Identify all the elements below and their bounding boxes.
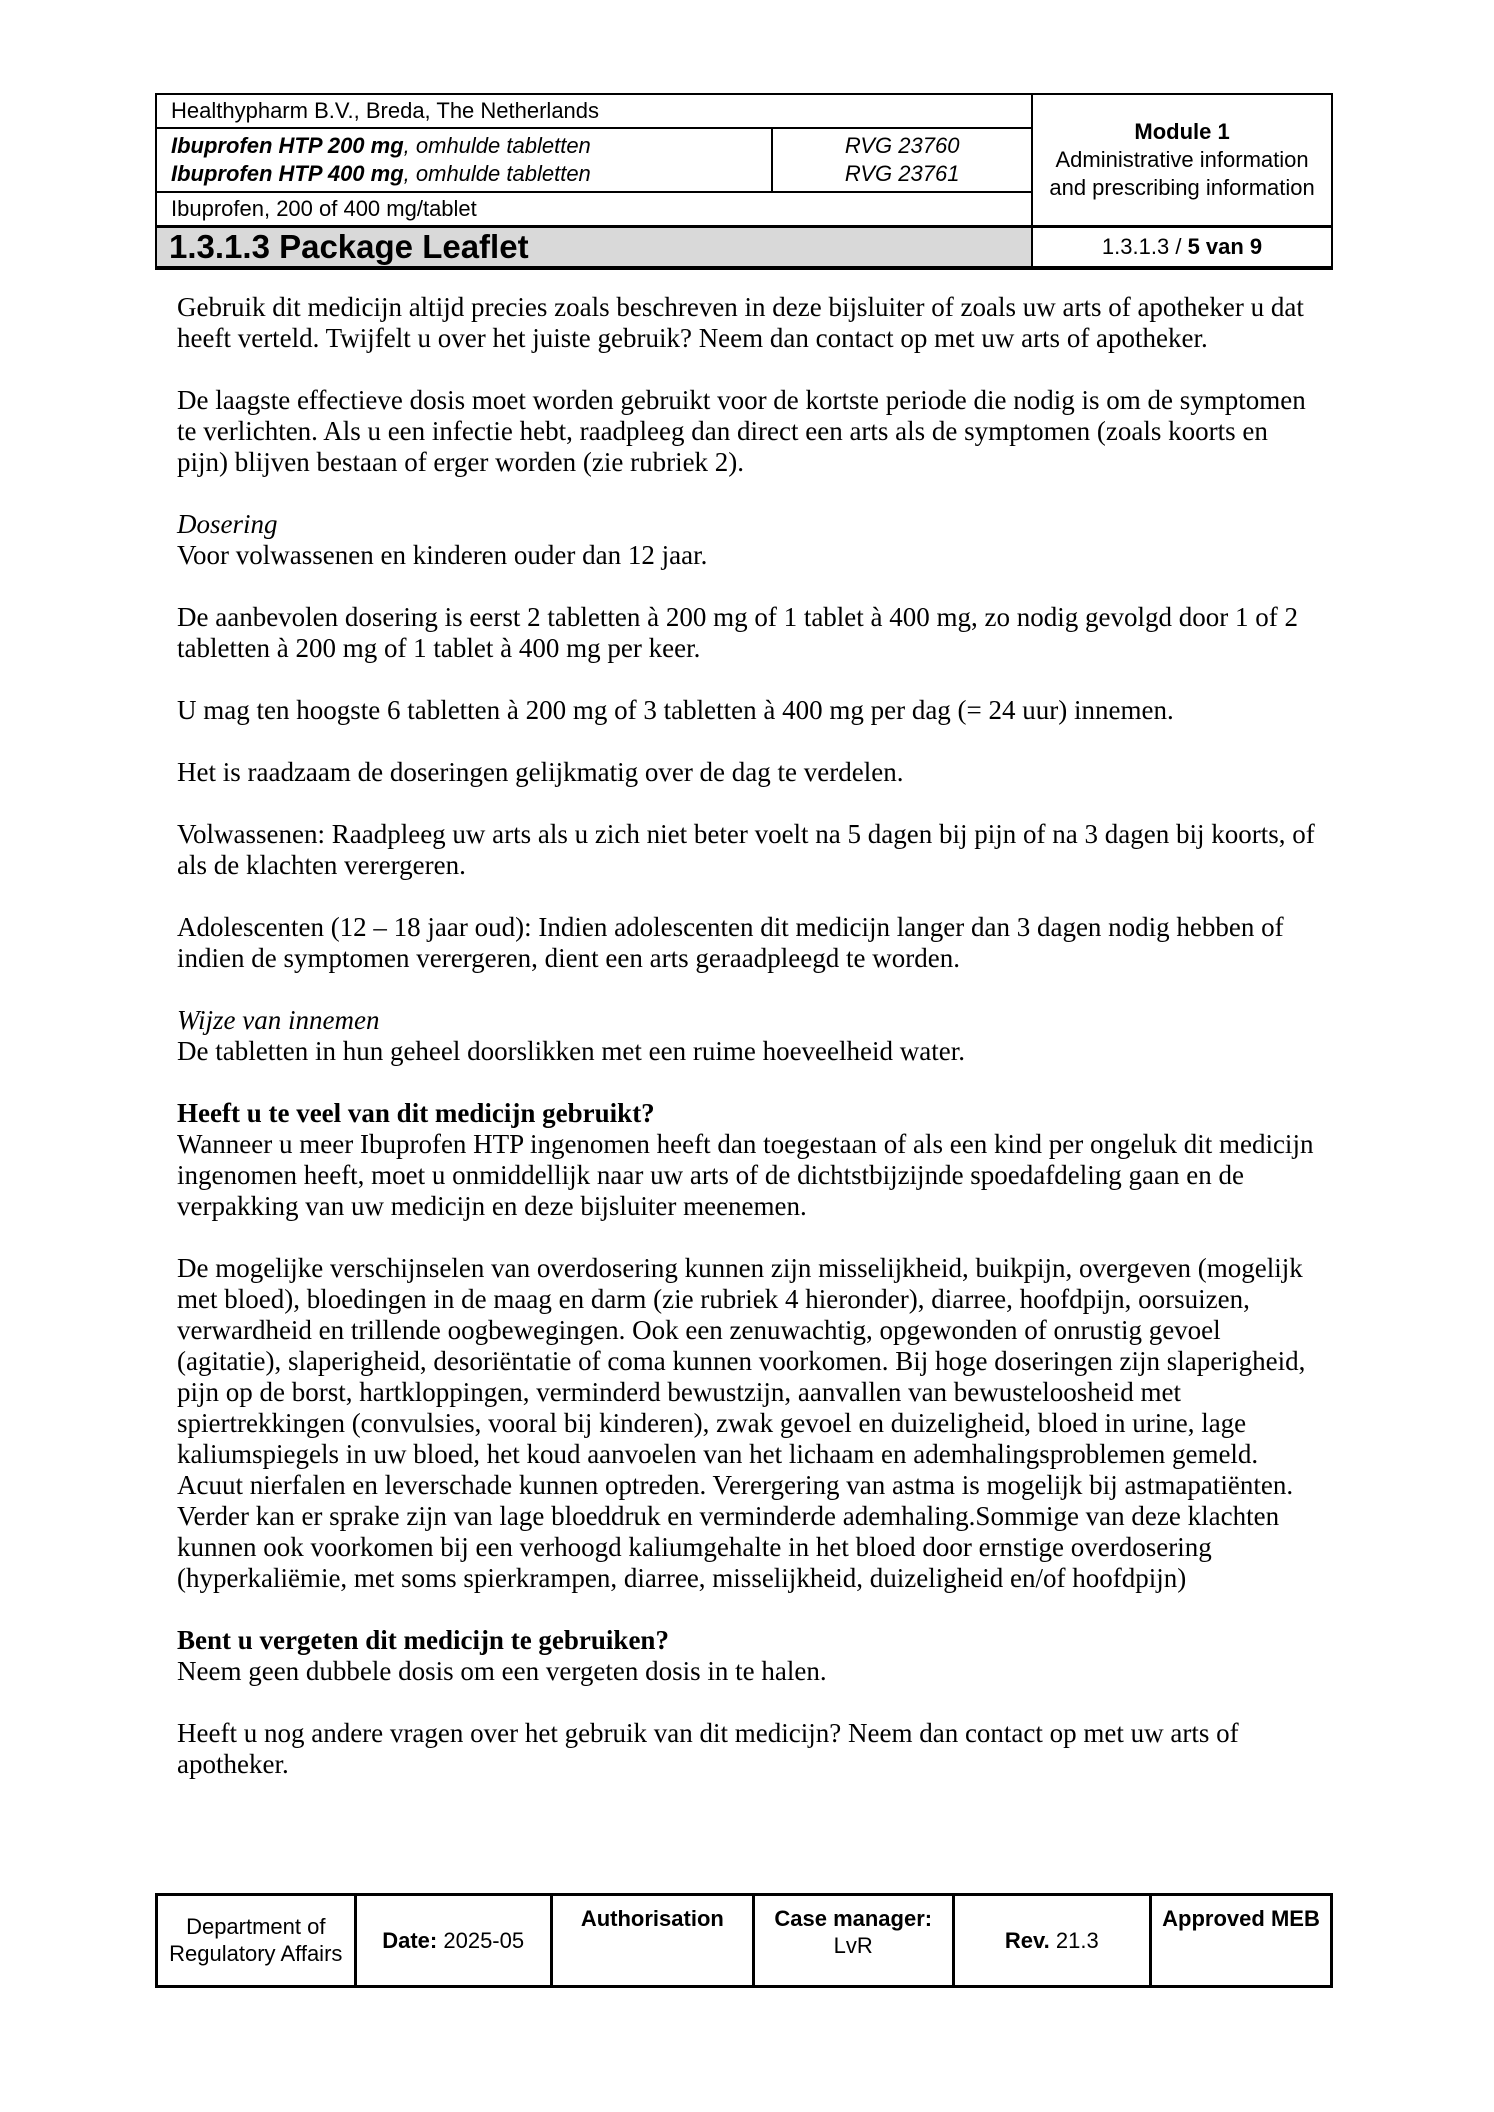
footer-case-manager-label: Case manager:: [774, 1906, 933, 1931]
product-name-200: Ibuprofen HTP 200 mg: [171, 133, 404, 158]
rvg-number-400: RVG 23761: [844, 161, 960, 186]
footer-date-label: Date:: [382, 1928, 438, 1953]
footer-revision-label: Rev.: [1004, 1928, 1050, 1953]
module-subtitle-line2: and prescribing information: [1049, 175, 1315, 200]
company-name: Healthypharm B.V., Breda, The Netherlands: [156, 94, 1032, 128]
leaflet-body: [177, 292, 1317, 1780]
footer-approved-cell: [1151, 1895, 1332, 1987]
footer-case-manager-cell: [753, 1895, 953, 1987]
heading-overdose: Heeft u te veel van dit medicijn gebruikt?: [177, 1098, 655, 1128]
page-reference-cell: [1032, 227, 1332, 269]
footer-revision-cell: [953, 1895, 1150, 1987]
heading-forgotten-dose: Bent u vergeten dit medicijn te gebruiken?: [177, 1625, 669, 1655]
footer-department-cell: [157, 1895, 356, 1987]
substance-strength: Ibuprofen, 200 of 400 mg/tablet: [156, 192, 1032, 227]
paragraph-age-group: Voor volwassenen en kinderen ouder dan 12 jaar.: [177, 540, 708, 570]
module-subtitle-line1: Administrative information: [1055, 147, 1309, 172]
footer-authorisation-cell: [551, 1895, 753, 1987]
paragraph-spread-doses: Het is raadzaam de doseringen gelijkmatig over de dag te verdelen.: [177, 757, 904, 787]
paragraph-adolescents-advice: Adolescenten (12 – 18 jaar oud): Indien adolescenten dit medicijn langer dan 3 dagen nodig hebben of indien de symptomen verergeren, dient een arts geraadpleegd te worden.: [177, 912, 1284, 973]
module-title: Module 1: [1134, 119, 1230, 144]
product-line-1: [171, 132, 763, 160]
paragraph-lowest-dose: De laagste effectieve dosis moet worden gebruikt voor de kortste periode die nodig is om de symptomen te verlichten. Als u een infectie hebt, raadpleeg dan direct een arts als de symptomen (zoals koorts en pijn) blijven bestaan of erger worden (zie rubriek 2).: [177, 385, 1306, 477]
page-ref-number: 5 van 9: [1187, 234, 1263, 259]
footer-date-value: 2025-05: [443, 1928, 525, 1953]
section-title-banner: 1.3.1.3 Package Leaflet: [156, 227, 1032, 269]
product-suffix-200: , omhulde tabletten: [403, 133, 591, 158]
footer-department-line1: Department of: [186, 1914, 326, 1939]
paragraph-recommended-dose: De aanbevolen dosering is eerst 2 tabletten à 200 mg of 1 tablet à 400 mg, zo nodig gevolgd door 1 of 2 tabletten à 200 mg of 1 tablet à 400 mg per keer.: [177, 602, 1298, 663]
paragraph-overdose-action: Wanneer u meer Ibuprofen HTP ingenomen heeft dan toegestaan of als een kind per ongeluk dit medicijn ingenomen heeft, moet u onmiddellijk naar uw arts of de dichtstbijzijnde spoedafdeling gaan en de verpakking van uw medicijn en deze bijsluiter meenemen.: [177, 1129, 1314, 1221]
footer-date-cell: [355, 1895, 551, 1987]
product-suffix-400: , omhulde tabletten: [403, 161, 591, 186]
footer-case-manager-value: LvR: [833, 1933, 873, 1958]
paragraph-adults-advice: Volwassenen: Raadpleeg uw arts als u zich niet beter voelt na 5 dagen bij pijn of na 3 dagen bij koorts, of als de klachten verergeren.: [177, 819, 1315, 880]
footer-department-line2: Regulatory Affairs: [169, 1941, 343, 1966]
footer-approved-label: Approved MEB: [1162, 1906, 1320, 1931]
paragraph-more-questions: Heeft u nog andere vragen over het gebruik van dit medicijn? Neem dan contact op met uw arts of apotheker.: [177, 1718, 1239, 1779]
paragraph-how-to-take: De tabletten in hun geheel doorslikken met een ruime hoeveelheid water.: [177, 1036, 965, 1066]
page-ref-prefix: 1.3.1.3 /: [1101, 234, 1182, 259]
rvg-numbers-cell: [772, 128, 1032, 192]
footer-revision-value: 21.3: [1055, 1928, 1099, 1953]
product-names-cell: [156, 128, 772, 192]
paragraph-forgotten-dose: Neem geen dubbele dosis om een vergeten dosis in te halen.: [177, 1656, 827, 1686]
paragraph-usage-intro: Gebruik dit medicijn altijd precies zoals beschreven in deze bijsluiter of zoals uw arts of apotheker u dat heeft verteld. Twijfelt u over het juiste gebruik? Neem dan contact op met uw arts of apotheker.: [177, 292, 1304, 353]
paragraph-overdose-symptoms: De mogelijke verschijnselen van overdosering kunnen zijn misselijkheid, buikpijn, overgeven (mogelijk met bloed), bloedingen in de maag en darm (zie rubriek 4 hieronder), diarree, hoofdpijn, oorsuizen, verwardheid en trillende oogbewegingen. Ook een zenuwachtig, opgewonden of onrustig gevoel (agitatie), slaperigheid, desoriëntatie of coma kunnen voorkomen. Bij hoge doseringen zijn slaperigheid, pijn op de borst, hartkloppingen, verminderd bewustzijn, aanvallen van bewusteloosheid met spiertrekkingen (convulsies, vooral bij kinderen), zwak gevoel en duizeligheid, bloed in urine, lage kaliumspiegels in uw bloed, het koud aanvoelen van het lichaam en ademhalingsproblemen gemeld. Acuut nierfalen en leverschade kunnen optreden. Verergering van astma is mogelijk bij astmapatiënten. Verder kan er sprake zijn van lage bloeddruk en verminderde ademhaling.Sommige van deze klachten kunnen ook voorkomen bij een verhoogd kaliumgehalte in het bloed door ernstige overdosering (hyperkaliëmie, met soms spierkrampen, diarree, misselijkheid, duizeligheid en/of hoofdpijn): [177, 1253, 1306, 1593]
product-name-400: Ibuprofen HTP 400 mg: [171, 161, 404, 186]
product-line-2: [171, 160, 763, 188]
heading-wijze-van-innemen: Wijze van innemen: [177, 1005, 380, 1035]
rvg-number-200: RVG 23760: [844, 133, 960, 158]
module-cell: [1032, 94, 1332, 227]
header-table: [155, 93, 1333, 270]
footer-authorisation-label: Authorisation: [580, 1906, 724, 1931]
paragraph-max-dose: U mag ten hoogste 6 tabletten à 200 mg of 3 tabletten à 400 mg per dag (= 24 uur) innemen.: [177, 695, 1174, 725]
heading-dosering: Dosering: [177, 509, 278, 539]
footer-table: [155, 1893, 1333, 1988]
